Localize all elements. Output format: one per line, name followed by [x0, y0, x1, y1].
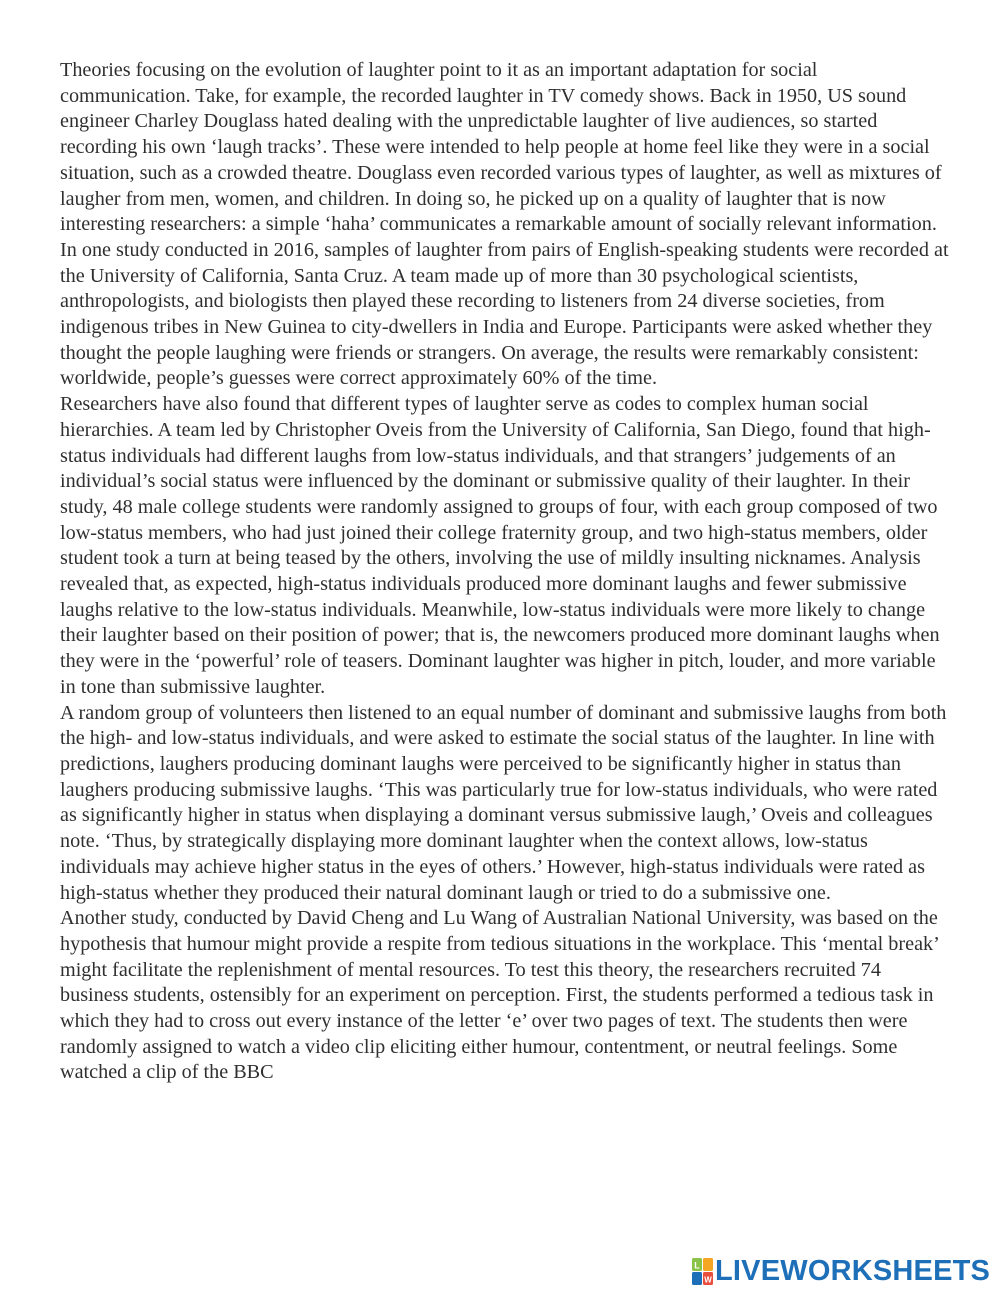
- svg-text:L: L: [694, 1260, 700, 1270]
- liveworksheets-logo[interactable]: [692, 1255, 990, 1287]
- svg-text:W: W: [704, 1275, 712, 1284]
- paragraph-humour-workplace: Another study, conducted by David Cheng and Lu Wang of Australian National University, was based on the hypothesis that humour might provide a respite from tedious situations in the workplace. This ‘mental break’ might facilitate the replenishment of mental resources. To test this theory, the researchers recruited 74 business students, ostensibly for an experiment on perception. First, the students performed a tedious task in which they had to cross out every instance of the letter ‘e’ over two pages of text. The students then were randomly assigned to watch a video clip eliciting either humour, contentment, or neutral feelings. Some watched a clip of the BBC: [60, 907, 939, 1084]
- liveworksheets-logo-icon: [692, 1258, 713, 1285]
- liveworksheets-logo-text: LIVEWORKSHEETS: [715, 1255, 991, 1287]
- worksheet-text: [60, 58, 950, 1086]
- paragraph-volunteer-ratings: A random group of volunteers then listened to an equal number of dominant and submissive laughs from both the high- and low-status individuals, and were asked to estimate the social status of the laughter. In line with predictions, laughers producing dominant laughs were perceived to be significantly higher in status than laughers producing submissive laughs. ‘This was particularly true for low-status individuals, who were rated as significantly higher in status when displaying a dominant versus submissive laugh,’ Oveis and colleagues note. ‘Thus, by strategically displaying more dominant laughter when the context allows, low-status individuals may achieve higher status in the eyes of others.’ However, high-status individuals were rated as high-status whether they produced their natural dominant laugh or tried to do a submissive one.: [60, 701, 947, 904]
- paragraph-santa-cruz-study: In one study conducted in 2016, samples of laughter from pairs of English-speaking students were recorded at the University of California, Santa Cruz. A team made up of more than 30 psychological scientists, anthropologists, and biologists then played these recording to listeners from 24 diverse societies, from indigenous tribes in New Guinea to city-dwellers in India and Europe. Participants were asked whether they thought the people laughing were friends or strangers. On average, the results were remarkably consistent: worldwide, people’s guesses were correct approximately 60% of the time.: [60, 238, 949, 390]
- paragraph-laugh-tracks: Theories focusing on the evolution of laughter point to it as an important adaptation for social communication. Take, for example, the recorded laughter in TV comedy shows. Back in 1950, US sound engineer Charley Douglass hated dealing with the unpredictable laughter of live audiences, so started recording his own ‘laugh tracks’. These were intended to help people at home feel like they were in a social situation, such as a crowded theatre. Douglass even recorded various types of laughter, as well as mixtures of laugher from men, women, and children. In doing so, he picked up on a quality of laughter that is now interesting researchers: a simple ‘haha’ communicates a remarkable amount of socially relevant information.: [60, 59, 942, 236]
- paragraph-social-hierarchies: Researchers have also found that different types of laughter serve as codes to complex human social hierarchies. A team led by Christopher Oveis from the University of California, San Diego, found that high-status individuals had different laughs from low-status individuals, and that strangers’ judgements of an individual’s social status were influenced by the dominant or submissive quality of their laughter. In their study, 48 male college students were randomly assigned to groups of four, with each group composed of two low-status members, who had just joined their college fraternity group, and two high-status members, older student took a turn at being teased by the others, involving the use of mildly insulting nicknames. Analysis revealed that, as expected, high-status individuals produced more dominant laughs and fewer submissive laughs relative to the low-status individuals. Meanwhile, low-status individuals were more likely to change their laughter based on their position of power; that is, the newcomers produced more dominant laughs when they were in the ‘powerful’ role of teasers. Dominant laughter was higher in pitch, louder, and more variable in tone than submissive laughter.: [60, 393, 940, 698]
